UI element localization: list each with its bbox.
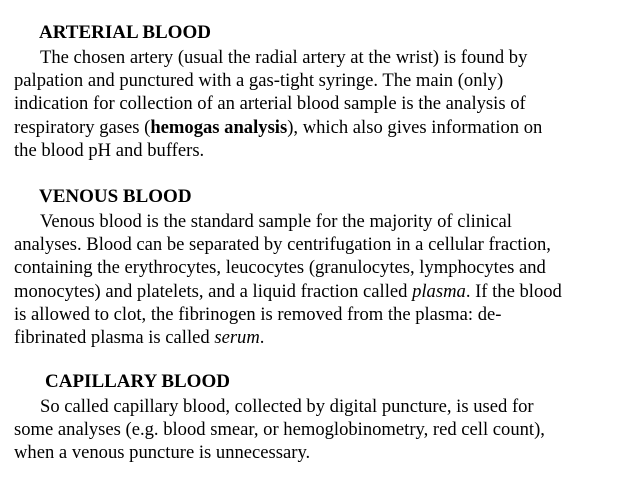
heading-venous-blood: VENOUS BLOOD — [39, 186, 192, 207]
paragraph-arterial-blood — [14, 46, 634, 162]
text-run: ), which also gives information on — [287, 116, 543, 138]
italic-term-serum: serum — [214, 327, 260, 349]
text-run: . If the blood — [465, 280, 562, 302]
bold-term-hemogas-analysis: hemogas analysis — [150, 116, 288, 138]
text-line: the blood pH and buffers. — [14, 139, 205, 161]
text-run: respiratory gases ( — [14, 116, 151, 138]
text-line: palpation and punctured with a gas-tight syringe. The main (only) — [14, 70, 504, 92]
text-run: fibrinated plasma is called — [14, 327, 215, 349]
text-line: some analyses (e.g. blood smear, or hemoglobinometry, red cell count), — [14, 419, 545, 441]
text-line: So called capillary blood, collected by digital puncture, is used for — [40, 396, 534, 417]
text-line: Venous blood is the standard sample for the majority of clinical — [40, 211, 512, 232]
text-run: . — [259, 327, 265, 349]
heading-arterial-blood: ARTERIAL BLOOD — [39, 22, 211, 43]
text-line — [14, 326, 634, 349]
heading-capillary-blood: CAPILLARY BLOOD — [45, 371, 230, 392]
text-run: monocytes) and platelets, and a liquid fraction called — [14, 280, 413, 302]
section-venous-blood — [14, 186, 634, 349]
paragraph-venous-blood — [14, 210, 634, 349]
text-line: containing the erythrocytes, leucocytes (granulocytes, lymphocytes and — [14, 257, 546, 279]
text-line: indication for collection of an arterial blood sample is the analysis of — [14, 93, 526, 115]
text-line — [14, 280, 634, 303]
text-line: analyses. Blood can be separated by centrifugation in a cellular fraction, — [14, 234, 551, 256]
paragraph-capillary-blood — [14, 395, 634, 465]
text-line — [14, 116, 634, 139]
section-capillary-blood — [14, 371, 634, 465]
text-line: when a venous puncture is unnecessary. — [14, 442, 311, 464]
section-arterial-blood — [14, 22, 634, 162]
text-line: The chosen artery (usual the radial artery at the wrist) is found by — [40, 47, 528, 68]
italic-term-plasma: plasma — [412, 280, 466, 302]
text-line: is allowed to clot, the fibrinogen is removed from the plasma: de- — [14, 303, 502, 325]
